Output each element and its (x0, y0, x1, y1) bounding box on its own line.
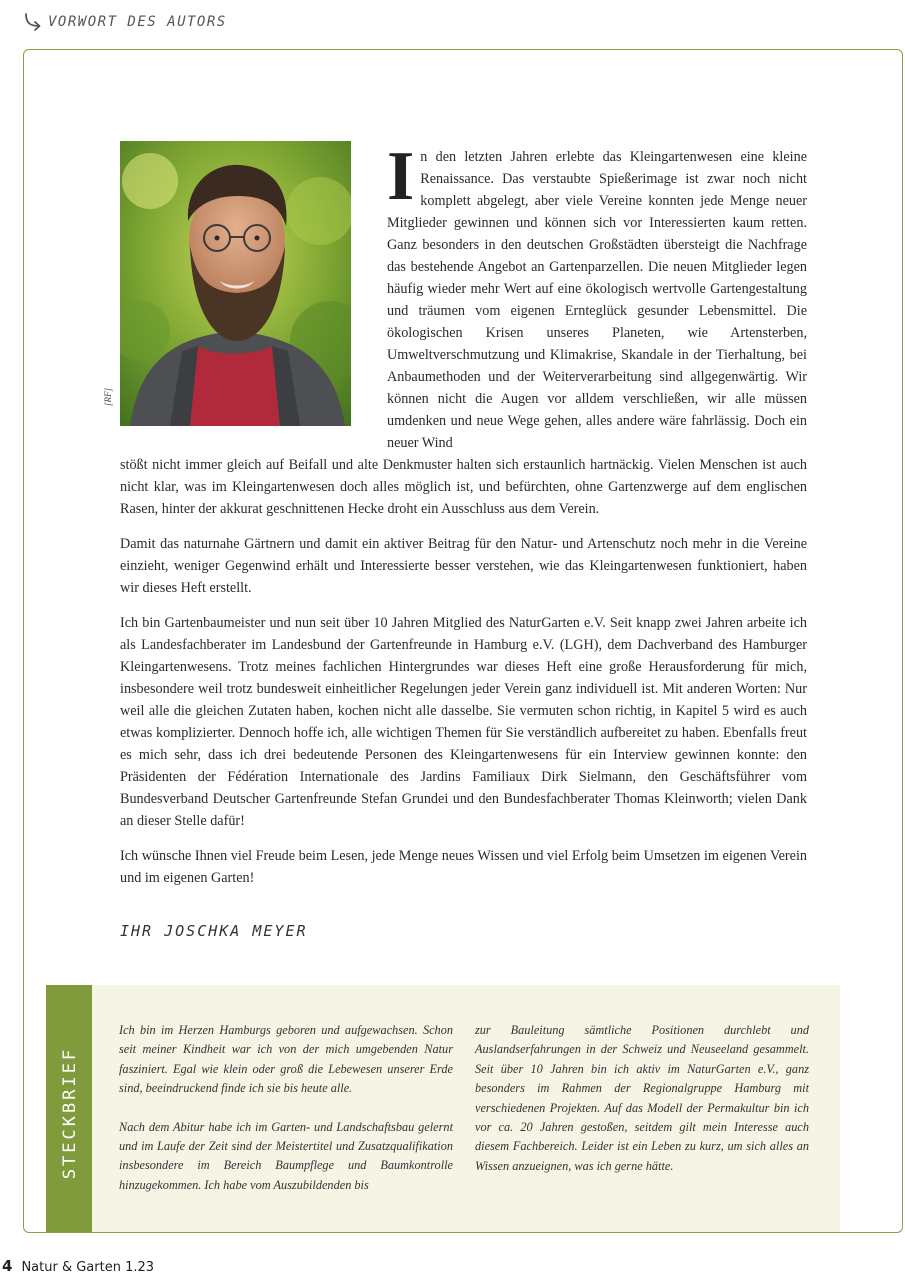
profile-box (46, 985, 840, 1232)
profile-column-2 (475, 1021, 809, 1195)
photo-credit: [RF] (103, 388, 113, 406)
section-header (22, 8, 227, 36)
profile-paragraph: Ich bin im Herzen Hamburgs geboren und aufgewachsen. Schon seit meiner Kindheit war ich von der mich umgebenden Natur fasziniert. Egal wie klein oder groß die Lebewesen unserer Erde sind, beeindruckend finde ich sie bis heute alle. (119, 1023, 453, 1096)
portrait-photo (120, 141, 351, 426)
article-body (120, 454, 807, 902)
profile-tab (46, 985, 92, 1232)
author-signature: IHR JOSCHKA MEYER (120, 922, 308, 940)
drop-cap: I (387, 138, 415, 215)
profile-paragraph: Nach dem Abitur habe ich im Garten- und Landschaftsbau gelernt und im Laufe der Zeit sind der Meistertitel und Zusatzqualifikation insbesondere im Bereich Baumpflege und Baumkontrolle hinzugekommen. Ich habe vom Auszubildenden bis (119, 1119, 453, 1192)
profile-title: STECKBRIEF (60, 1046, 80, 1180)
section-label: VORWORT DES AUTORS (48, 14, 227, 30)
profile-paragraph: zur Bauleitung sämtliche Positionen durchlebt und Auslandserfahrungen in der Schweiz und Neuseeland gesammelt. Seit über 10 Jahren bin ich aktiv im NaturGarten e.V., ganz besonders im Rahmen der Regionalgruppe Hamburg mit verschiedenen Projekten. Auf das Modell der Permakultur bin ich vor ca. 20 Jahren gestoßen, seitdem gilt mein Interesse auch diesem Fachbereich. Leider ist ein Leben zu kurz, um sich alles an Wissen anzueignen, was ich gerne hätte. (475, 1023, 809, 1173)
paragraph: Ich wünsche Ihnen viel Freude beim Lesen, jede Menge neues Wissen und viel Erfolg beim Umsetzen im eigenen Verein und im eigenen Garten! (120, 848, 807, 886)
article-intro (387, 138, 807, 454)
intro-text: n den letzten Jahren erlebte das Kleingartenwesen eine kleine Renaissance. Das verstaubte Spießerimage ist zwar noch nicht komplett abgelegt, aber viele Vereine konnten jede Menge neuer Mitglieder gewinnen und können sich vor Interessierten kaum retten. Ganz besonders in den deutschen Großstädten übersteigt die Nachfrage das bestehende Angebot an Gartenparzellen. Die neuen Mitglieder legen häufig wieder mehr Wert auf eine ökologisch wertvolle Gartengestaltung und träumen vom eigenen Ernteglück gesunder Lebensmittel. Die ökologischen Krisen unseres Planeten, wie Artensterben, Umweltverschmutzung und Klimakrise, Skandale in der Tierhaltung, bei Anbaumethoden und der Weiterverarbeitung sind allgegenwärtig. Wir können nicht die Augen vor alldem verschließen, wir alle müssen umdenken und neue Wege gehen, alles andere wäre fahrlässig. Doch ein neuer Wind (387, 149, 807, 451)
page-number: 4 (2, 1257, 13, 1275)
paragraph: Ich bin Gartenbaumeister und nun seit über 10 Jahren Mitglied des NaturGarten e.V. Seit knapp zwei Jahren arbeite ich als Landesfachberater im Landesbund der Gartenfreunde in Hamburg e.V. (LGH), dem Dachverband des Hamburger Kleingartenwesens. Trotz meines fachlichen Hintergrundes war dieses Heft eine große Herausforderung für mich, insbesondere weil trotz bundesweit einheitlicher Regelungen jeder Verein ganz individuell ist. Mit anderen Worten: Nur weil alle die gleichen Zutaten haben, kochen nicht alle dasselbe. Sie vermuten schon richtig, in Kapitel 5 wird es auch etwas komplizierter. Dennoch hoffe ich, alle wichtigen Themen für Sie verständlich aufbereitet zu haben. Ebenfalls freut es mich sehr, dass ich drei bedeutende Personen des Kleingartenwesens für ein Interview gewinnen konnte: den Präsidenten der Fédération Internationale des Jardins Familiaux Dirk Sielmann, den Geschäftsführer vom Bundesverband Deutscher Gartenfreunde Stefan Grundei und den Bundesfachberater Thomas Kleinworth; vielen Dank an dieser Stelle dafür! (120, 615, 807, 829)
page-footer (2, 1257, 154, 1275)
profile-column-1 (119, 1021, 453, 1214)
intro-continued: stößt nicht immer gleich auf Beifall und alte Denkmuster halten sich erstaunlich hartnäckig. Vielen Menschen ist auch nicht klar, was im Kleingartenwesen doch alles möglich ist, und befürchten, ohne Gartenzwerge auf dem englischen Rasen, hinter der akkurat geschnittenen Hecke droht ein Ausschluss aus dem Verein. (120, 457, 807, 517)
paragraph: Damit das naturnahe Gärtnern und damit ein aktiver Beitrag für den Natur- und Artenschutz noch mehr in die Vereine einzieht, weniger Gegenwind erhält und Interessierte besser verstehen, wie das Kleingartenwesen funktioniert, haben wir dieses Heft erstellt. (120, 536, 807, 596)
magazine-label: Natur & Garten 1.23 (21, 1260, 155, 1275)
curved-arrow-icon (22, 11, 44, 33)
